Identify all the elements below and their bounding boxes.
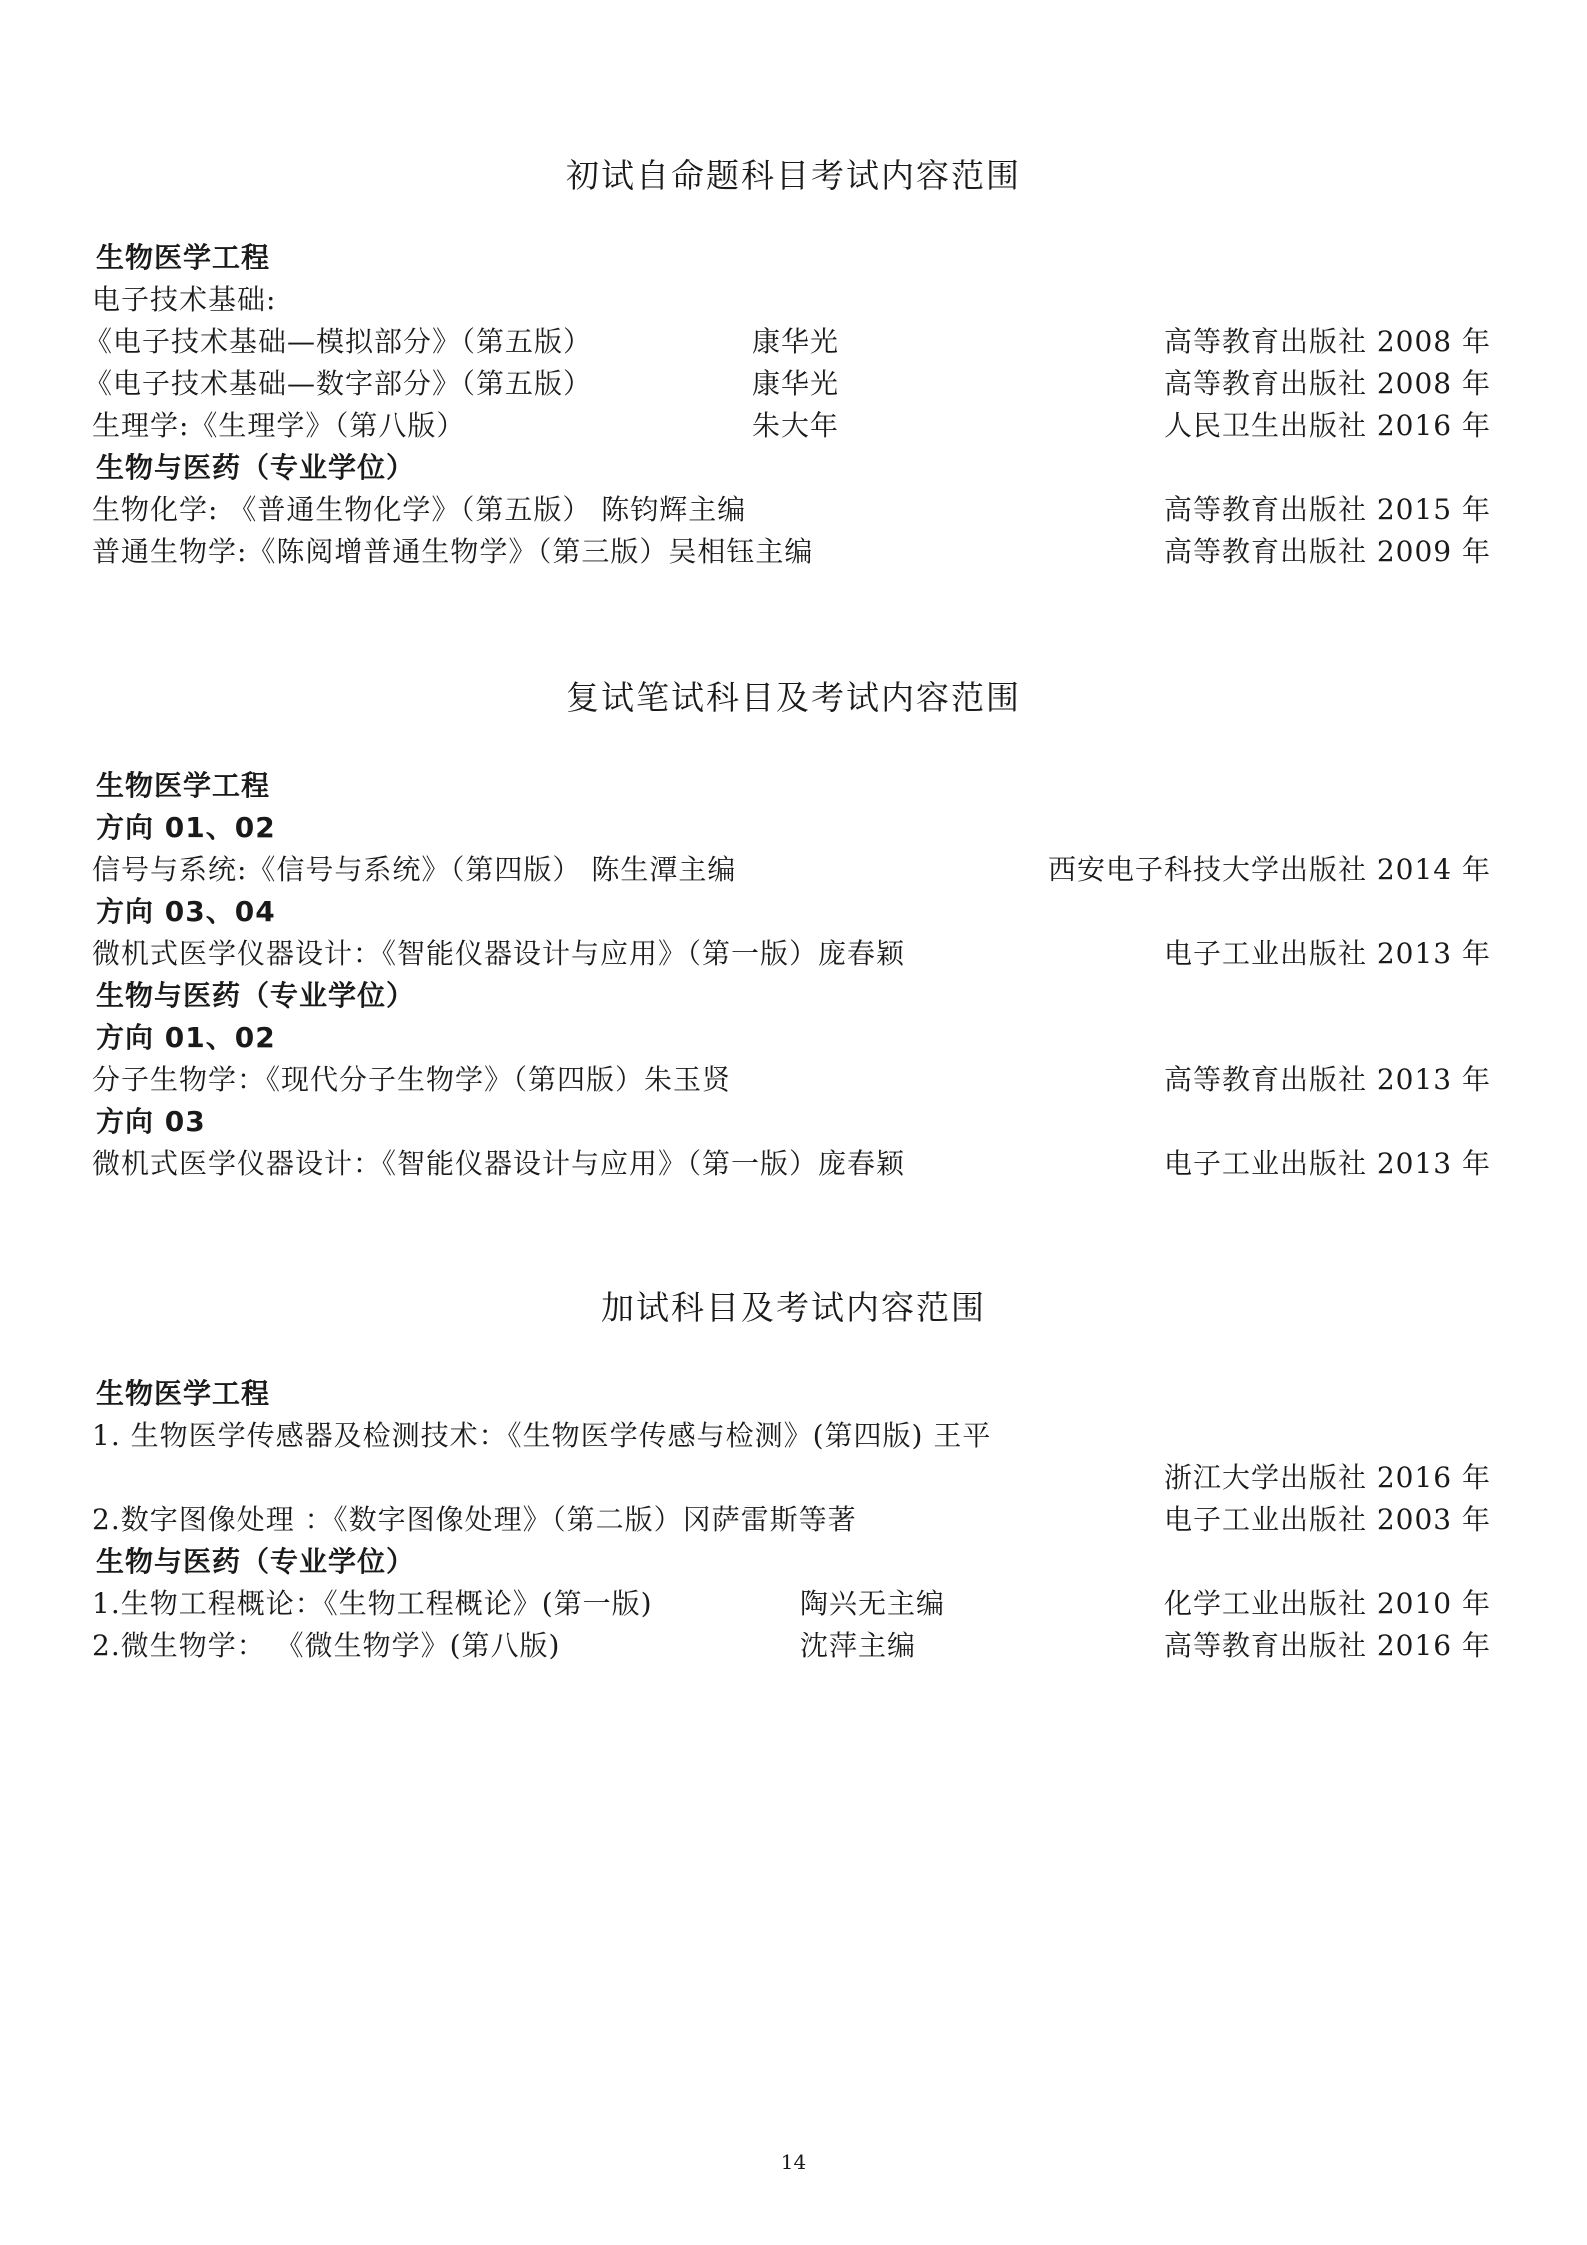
section2-row1-book: 信号与系统:《信号与系统》（第四版） 陈生潭主编 [92, 853, 737, 886]
section1-major2: 生物与医药（专业学位） [96, 451, 416, 484]
section2-direction1: 方向 01、02 [96, 811, 276, 844]
section1-row5-book: 普通生物学:《陈阅增普通生物学》（第三版）吴相钰主编 [92, 535, 814, 568]
section2-row4-publisher: 电子工业出版社 2013 年 [1163, 1147, 1491, 1180]
section3-row3-author: 陶兴无主编 [800, 1587, 946, 1620]
section3-row2-book: 2.数字图像处理 ：《数字图像处理》（第二版）冈萨雷斯等著 [92, 1503, 857, 1536]
section1-row1-book: 《电子技术基础—模拟部分》（第五版） [84, 325, 593, 358]
section1-title: 初试自命题科目考试内容范围 [566, 156, 1021, 195]
section3-row4-author: 沈萍主编 [800, 1629, 917, 1662]
section2-row3-book: 分子生物学：《现代分子生物学》（第四版）朱玉贤 [92, 1063, 732, 1096]
section2-direction3: 方向 01、02 [96, 1021, 276, 1054]
section3-row4-publisher: 高等教育出版社 2016 年 [1163, 1629, 1491, 1662]
section3-row2-publisher: 电子工业出版社 2003 年 [1163, 1503, 1491, 1536]
section1-row4-book: 生物化学: 《普通生物化学》（第五版） 陈钧辉主编 [92, 493, 747, 526]
section3-row4-book: 2.微生物学： 《微生物学》(第八版) [92, 1629, 561, 1662]
section2-major1: 生物医学工程 [96, 769, 271, 802]
section2-row2-book: 微机式医学仪器设计：《智能仪器设计与应用》（第一版）庞春颖 [92, 937, 906, 970]
section1-subject1: 电子技术基础: [92, 283, 277, 316]
section2-title: 复试笔试科目及考试内容范围 [566, 678, 1021, 717]
section1-row3-publisher: 人民卫生出版社 2016 年 [1163, 409, 1491, 442]
page-number: 14 [780, 2150, 807, 2174]
section2-direction2: 方向 03、04 [96, 895, 276, 928]
section2-row2-publisher: 电子工业出版社 2013 年 [1163, 937, 1491, 970]
section1-row4-publisher: 高等教育出版社 2015 年 [1163, 493, 1491, 526]
section1-row1-publisher: 高等教育出版社 2008 年 [1163, 325, 1491, 358]
section1-row2-publisher: 高等教育出版社 2008 年 [1163, 367, 1491, 400]
section2-row1-publisher: 西安电子科技大学出版社 2014 年 [1047, 853, 1491, 886]
section3-row1-publisher: 浙江大学出版社 2016 年 [1163, 1461, 1491, 1494]
section1-row2-book: 《电子技术基础—数字部分》（第五版） [84, 367, 593, 400]
section3-major2: 生物与医药（专业学位） [96, 1545, 416, 1578]
section3-row3-book: 1.生物工程概论：《生物工程概论》(第一版) [92, 1587, 653, 1620]
section3-row3-publisher: 化学工业出版社 2010 年 [1163, 1587, 1491, 1620]
section2-direction4: 方向 03 [96, 1105, 206, 1138]
section2-row3-publisher: 高等教育出版社 2013 年 [1163, 1063, 1491, 1096]
section2-row4-book: 微机式医学仪器设计：《智能仪器设计与应用》（第一版）庞春颖 [92, 1147, 906, 1180]
section3-major1: 生物医学工程 [96, 1377, 271, 1410]
section1-row2-author: 康华光 [752, 367, 840, 400]
section3-title: 加试科目及考试内容范围 [601, 1288, 986, 1327]
section1-row5-publisher: 高等教育出版社 2009 年 [1163, 535, 1491, 568]
section1-row3-author: 朱大年 [752, 409, 840, 442]
section1-major1: 生物医学工程 [96, 241, 271, 274]
section3-row1-book: 1. 生物医学传感器及检测技术：《生物医学传感与检测》(第四版) 王平 [92, 1419, 992, 1452]
section1-row3-book: 生理学:《生理学》（第八版） [92, 409, 466, 442]
section2-major2: 生物与医药（专业学位） [96, 979, 416, 1012]
section1-row1-author: 康华光 [752, 325, 840, 358]
